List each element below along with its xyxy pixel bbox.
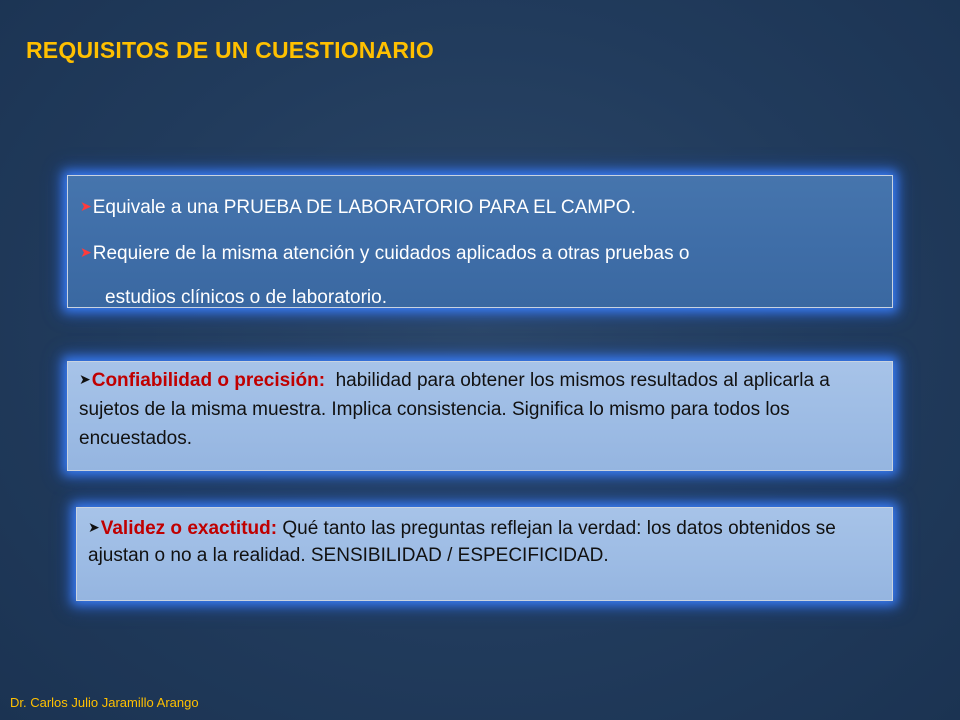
- intro-bullet-2: [80, 240, 882, 266]
- reliability-term: Confiabilidad o precisión: [91, 370, 319, 391]
- intro-box: [67, 175, 893, 308]
- validity-term: Validez o exactitud:: [100, 518, 278, 539]
- reliability-text: habilidad para obtener los mismos resultados al aplicarla a sujetos de la misma muestra. Implica consistencia. Significa lo mismo para todos los encuestados.: [79, 370, 830, 449]
- arrowhead-bullet-icon: ➤: [88, 519, 100, 535]
- validity-box: [76, 507, 893, 601]
- slide-title: REQUISITOS DE UN CUESTIONARIO: [26, 37, 434, 63]
- reliability-separator: :: [318, 370, 326, 391]
- arrowhead-bullet-icon: ➤: [79, 371, 91, 387]
- arrowhead-bullet-icon: ➤: [80, 198, 92, 214]
- intro-bullet-1: [80, 194, 882, 220]
- reliability-box: [67, 361, 893, 471]
- reliability-paragraph: [79, 365, 872, 453]
- arrowhead-bullet-icon: ➤: [80, 244, 92, 260]
- validity-paragraph: [88, 514, 872, 569]
- validity-text: Qué tanto las preguntas reflejan la verdad: los datos obtenidos se ajustan o no a la realidad. SENSIBILIDAD / ESPECIFICIDAD.: [88, 518, 836, 566]
- intro-bullet-1-text: Equivale a una PRUEBA DE LABORATORIO PARA EL CAMPO.: [92, 197, 636, 218]
- author-footer: Dr. Carlos Julio Jaramillo Arango: [10, 695, 199, 710]
- intro-bullet-2-continuation: estudios clínicos o de laboratorio.: [105, 287, 387, 308]
- intro-bullet-2-text: Requiere de la misma atención y cuidados aplicados a otras pruebas o: [92, 243, 690, 264]
